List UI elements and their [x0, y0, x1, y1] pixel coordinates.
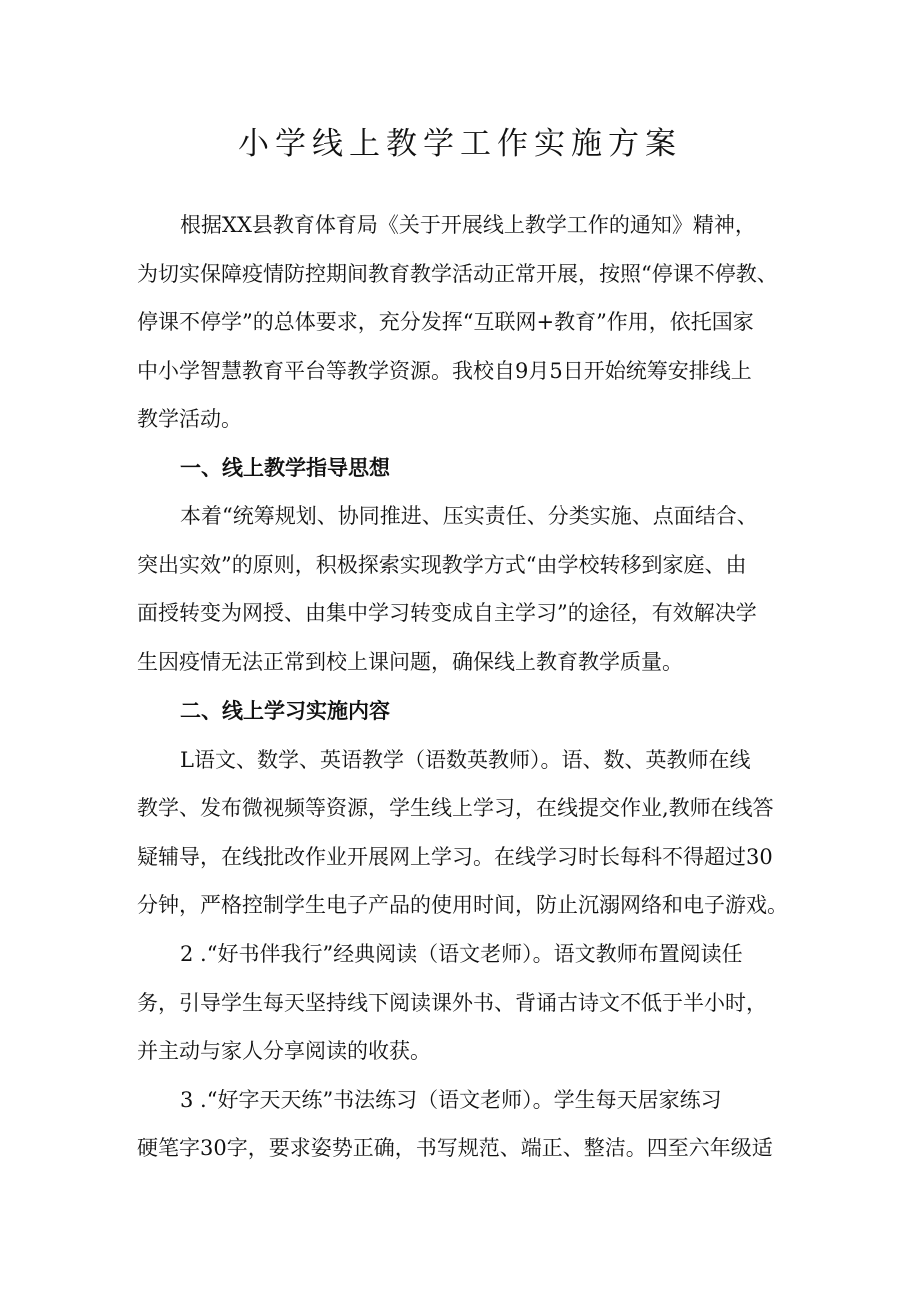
paragraph-line: 为切实保障疫情防控期间教育教学活动正常开展，按照“停课不停教、 [137, 262, 778, 286]
paragraph-line: 硬笔字30字，要求姿势正确，书写规范、端正、整洁。四至六年级适 [137, 1136, 773, 1160]
paragraph-line: 疑辅导，在线批改作业开展网上学习。在线学习时长每科不得超过30 [137, 845, 773, 869]
paragraph-line: 务，引导学生每天坚持线下阅读课外书、背诵古诗文不低于半小时， [137, 991, 767, 1015]
paragraph-line: 本着“统筹规划、协同推进、压实责任、分类实施、点面结合、 [180, 504, 758, 528]
section-heading: 一、线上教学指导思想 [180, 456, 390, 480]
paragraph-line: 突出实效”的原则，积极探索实现教学方式“由学校转移到家庭、由 [137, 553, 747, 577]
paragraph-line: 根据XX县教育体育局《关于开展线上教学工作的通知》精神， [180, 213, 756, 237]
document-title: 小学线上教学工作实施方案 [238, 126, 682, 162]
section-heading: 二、线上学习实施内容 [180, 699, 390, 723]
paragraph-line: 2 .“好书伴我行”经典阅读（语文老师）。语文教师布置阅读任 [180, 942, 743, 966]
paragraph-line: 生因疫情无法正常到校上课问题，确保线上教育教学质量。 [137, 650, 683, 674]
paragraph-line: 3 .“好字天天练”书法练习（语文老师）。学生每天居家练习 [180, 1088, 722, 1112]
paragraph-line: 教学活动。 [137, 407, 242, 431]
paragraph-line: 中小学智慧教育平台等教学资源。我校自9月5日开始统筹安排线上 [137, 359, 752, 383]
paragraph-line: 面授转变为网授、由集中学习转变成自主学习”的途径，有效解决学 [137, 601, 757, 625]
paragraph-line: 停课不停学”的总体要求，充分发挥“互联网+教育”作用，依托国家 [137, 310, 754, 334]
paragraph-line: 分钟，严格控制学生电子产品的使用时间，防止沉溺网络和电子游戏。 [137, 893, 788, 917]
paragraph-line: 教学、发布微视频等资源，学生线上学习，在线提交作业,教师在线答 [137, 796, 774, 820]
paragraph-line: 并主动与家人分享阅读的收获。 [137, 1039, 431, 1063]
paragraph-line: L语文、数学、英语教学（语数英教师）。语、数、英教师在线 [180, 748, 751, 772]
